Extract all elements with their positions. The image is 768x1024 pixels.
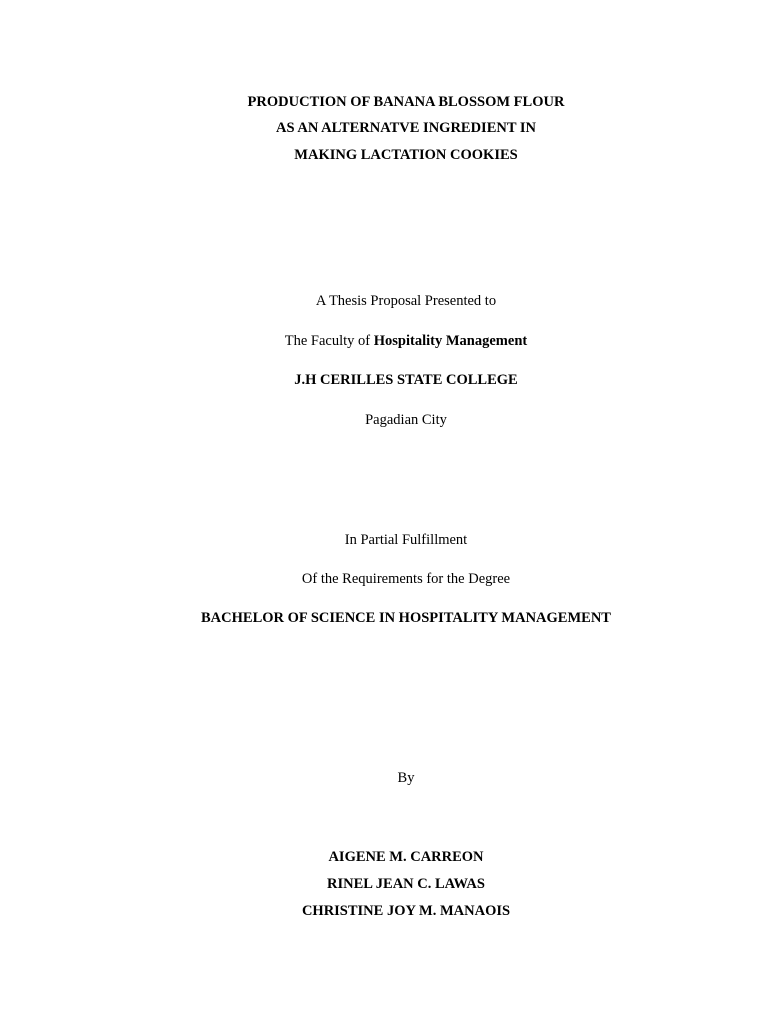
author-name: CHRISTINE JOY M. MANAOIS	[301, 903, 511, 919]
thesis-title-line-3: MAKING LACTATION COOKIES	[294, 147, 518, 163]
faculty-name: Hospitality Management	[373, 333, 528, 349]
author-name: AIGENE M. CARREON	[328, 849, 484, 865]
author-name: RINEL JEAN C. LAWAS	[327, 876, 485, 892]
proposal-statement: A Thesis Proposal Presented to	[315, 293, 497, 309]
faculty-line	[0, 332, 768, 350]
thesis-title-line-2: AS AN ALTERNATVE INGREDIENT IN	[275, 120, 536, 136]
faculty-prefix: The Faculty of	[284, 333, 374, 349]
college-name: J.H CERILLES STATE COLLEGE	[294, 372, 518, 388]
fulfillment-line-1: In Partial Fulfillment	[344, 532, 468, 548]
degree-name: BACHELOR OF SCIENCE IN HOSPITALITY MANAGEMENT	[201, 610, 611, 626]
by-label: By	[397, 770, 415, 786]
city-name: Pagadian City	[365, 412, 447, 428]
thesis-title-line-1: PRODUCTION OF BANANA BLOSSOM FLOUR	[247, 94, 565, 110]
fulfillment-line-2: Of the Requirements for the Degree	[301, 571, 511, 587]
